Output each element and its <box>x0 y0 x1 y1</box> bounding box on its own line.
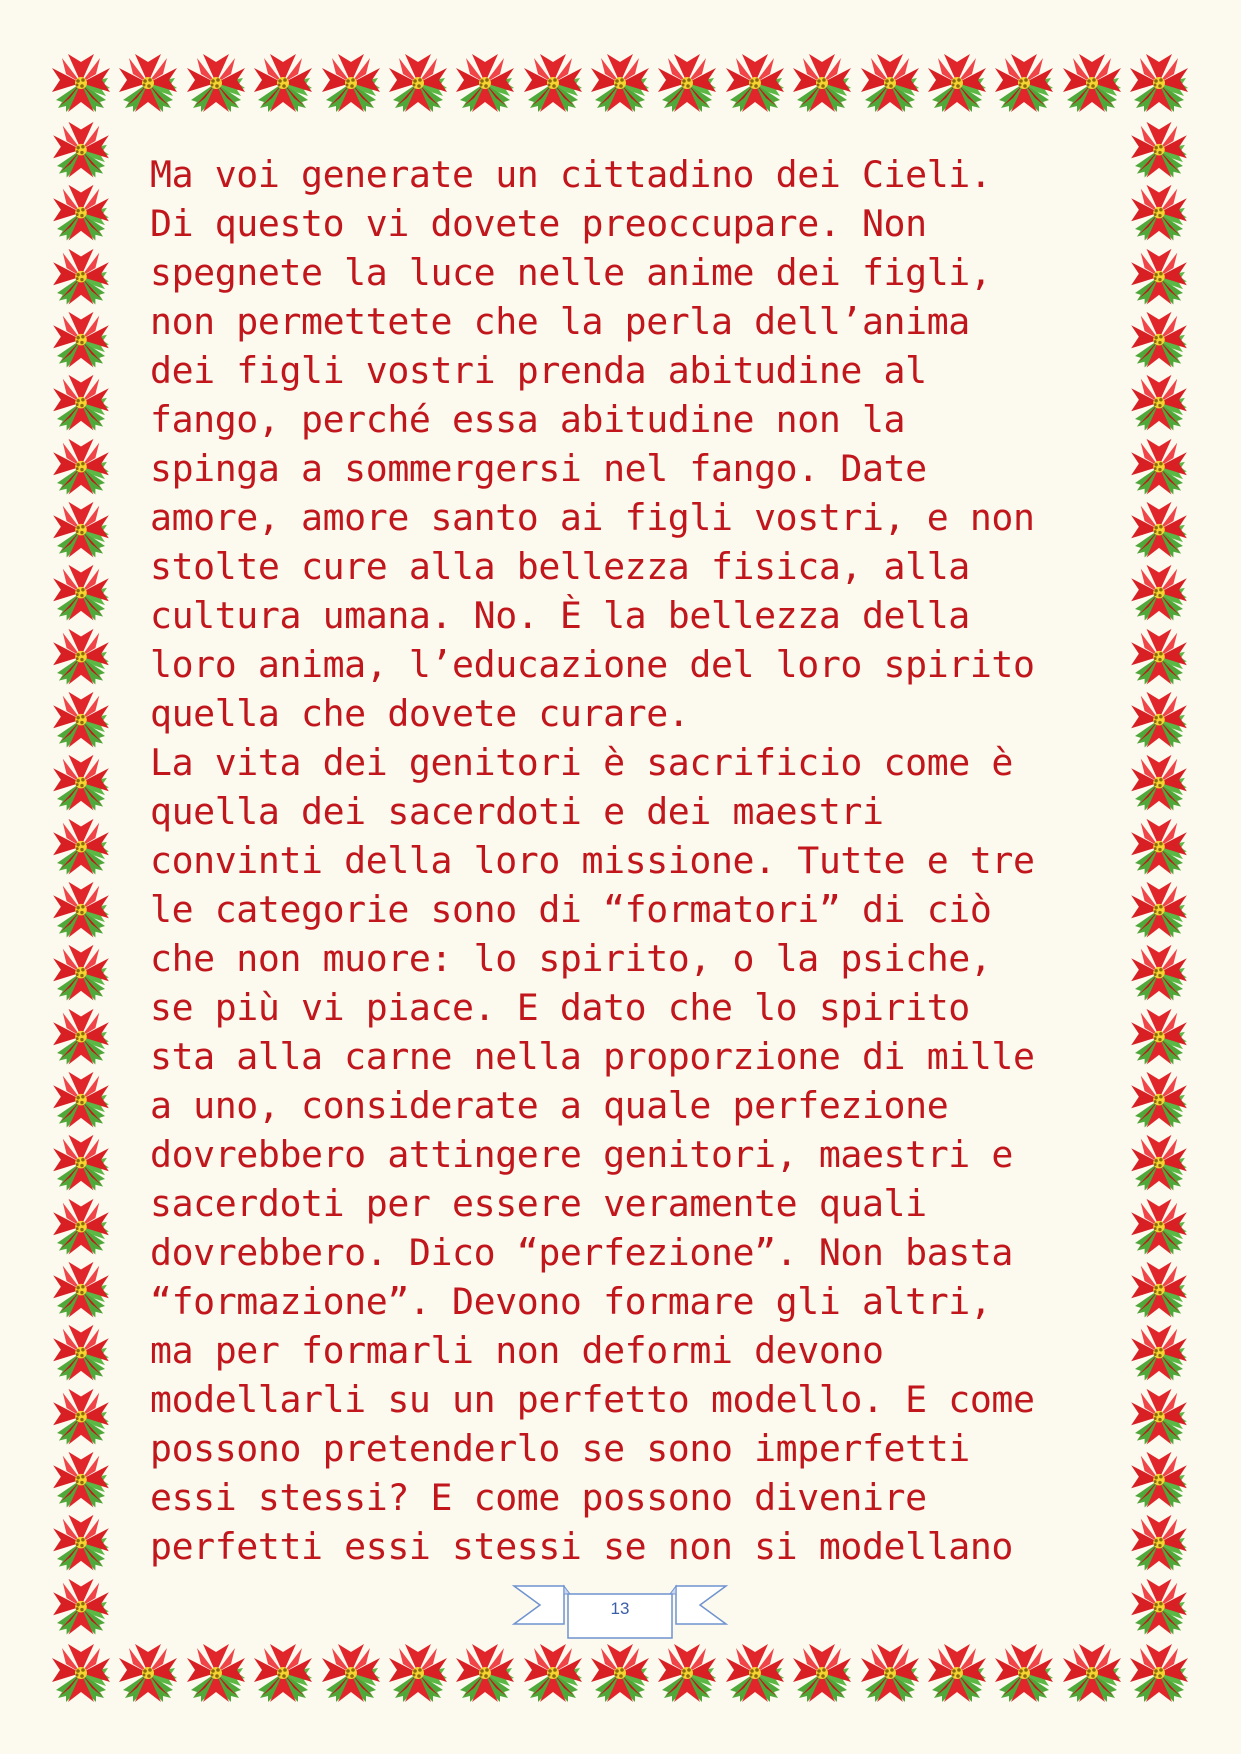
poinsettia-icon <box>1126 498 1192 561</box>
poinsettia-icon <box>1126 371 1192 434</box>
poinsettia-icon <box>48 1068 114 1131</box>
text-line: Di questo vi dovete preoccupare. Non <box>150 202 927 245</box>
poinsettia-icon <box>1126 308 1192 371</box>
poinsettia-icon <box>48 625 114 688</box>
poinsettia-icon <box>48 1448 114 1511</box>
border-left <box>46 118 116 1638</box>
poinsettia-icon <box>48 1511 114 1574</box>
poinsettia-icon <box>318 50 384 116</box>
text-line: possono pretenderlo se sono imperfetti <box>150 1427 970 1470</box>
poinsettia-icon <box>789 50 855 116</box>
poinsettia-icon <box>1126 1575 1192 1638</box>
poinsettia-icon <box>1126 561 1192 624</box>
poinsettia-icon <box>48 1195 114 1258</box>
poinsettia-icon <box>1126 688 1192 751</box>
poinsettia-icon <box>48 498 114 561</box>
poinsettia-icon <box>48 308 114 371</box>
poinsettia-icon <box>1126 751 1192 814</box>
text-line: ma per formarli non deformi devono <box>150 1329 884 1372</box>
poinsettia-icon <box>654 50 720 116</box>
poinsettia-icon <box>1126 625 1192 688</box>
poinsettia-icon <box>48 181 114 244</box>
page-number: 13 <box>610 1599 630 1618</box>
poinsettia-icon <box>115 50 181 116</box>
poinsettia-icon <box>991 1640 1057 1706</box>
text-line: “formazione”. Devono formare gli altri, <box>150 1280 992 1323</box>
poinsettia-icon <box>1126 1131 1192 1194</box>
poinsettia-icon <box>250 50 316 116</box>
poinsettia-icon <box>991 50 1057 116</box>
text-line: se più vi piace. E dato che lo spirito <box>150 986 970 1029</box>
poinsettia-icon <box>1126 118 1192 181</box>
text-line: Ma voi generate un cittadino dei Cieli. <box>150 153 992 196</box>
border-bottom <box>48 1638 1192 1708</box>
poinsettia-icon <box>1126 245 1192 308</box>
text-line: sta alla carne nella proporzione di mille <box>150 1035 1035 1078</box>
text-line: sacerdoti per essere veramente quali <box>150 1182 927 1225</box>
poinsettia-icon <box>48 561 114 624</box>
text-line: loro anima, l’educazione del loro spirito <box>150 643 1035 686</box>
poinsettia-icon <box>48 878 114 941</box>
text-line: quella dei sacerdoti e dei maestri <box>150 790 884 833</box>
text-line: amore, amore santo ai figli vostri, e non <box>150 496 1035 539</box>
poinsettia-icon <box>183 50 249 116</box>
poinsettia-icon <box>520 50 586 116</box>
text-line: essi stessi? E come possono divenire <box>150 1476 927 1519</box>
text-line: perfetti essi stessi se non si modellano <box>150 1525 1013 1568</box>
text-line: convinti della loro missione. Tutte e tre <box>150 839 1035 882</box>
poinsettia-icon <box>1059 50 1125 116</box>
poinsettia-icon <box>520 1640 586 1706</box>
text-line: La vita dei genitori è sacrificio come è <box>150 741 1013 784</box>
text-line: stolte cure alla bellezza fisica, alla <box>150 545 970 588</box>
poinsettia-icon <box>48 688 114 751</box>
poinsettia-icon <box>452 50 518 116</box>
text-line: cultura umana. No. È la bellezza della <box>150 594 970 637</box>
poinsettia-icon <box>48 1385 114 1448</box>
poinsettia-icon <box>48 1640 114 1706</box>
poinsettia-icon <box>789 1640 855 1706</box>
poinsettia-icon <box>1126 815 1192 878</box>
poinsettia-icon <box>1126 1005 1192 1068</box>
poinsettia-icon <box>385 50 451 116</box>
poinsettia-icon <box>1126 1068 1192 1131</box>
poinsettia-icon <box>318 1640 384 1706</box>
poinsettia-icon <box>1126 181 1192 244</box>
text-line: spinga a sommergersi nel fango. Date <box>150 447 927 490</box>
poinsettia-icon <box>1126 1640 1192 1706</box>
poinsettia-icon <box>924 1640 990 1706</box>
poinsettia-icon <box>857 50 923 116</box>
poinsettia-icon <box>48 371 114 434</box>
border-top <box>48 48 1192 118</box>
poinsettia-icon <box>1126 878 1192 941</box>
text-line: dei figli vostri prenda abitudine al <box>150 349 927 392</box>
text-line: dovrebbero. Dico “perfezione”. Non basta <box>150 1231 1013 1274</box>
text-line: le categorie sono di “formatori” di ciò <box>150 888 992 931</box>
poinsettia-icon <box>924 50 990 116</box>
text-line: fango, perché essa abitudine non la <box>150 398 906 441</box>
poinsettia-icon <box>1126 1321 1192 1384</box>
poinsettia-icon <box>654 1640 720 1706</box>
poinsettia-icon <box>48 1258 114 1321</box>
poinsettia-icon <box>857 1640 923 1706</box>
body-text <box>150 150 1100 1571</box>
poinsettia-icon <box>1059 1640 1125 1706</box>
poinsettia-icon <box>183 1640 249 1706</box>
poinsettia-icon <box>385 1640 451 1706</box>
poinsettia-icon <box>722 1640 788 1706</box>
text-line: dovrebbero attingere genitori, maestri e <box>150 1133 1013 1176</box>
poinsettia-icon <box>48 118 114 181</box>
poinsettia-icon <box>250 1640 316 1706</box>
text-line: a uno, considerate a quale perfezione <box>150 1084 949 1127</box>
poinsettia-icon <box>48 245 114 308</box>
poinsettia-icon <box>1126 1385 1192 1448</box>
poinsettia-icon <box>48 815 114 878</box>
poinsettia-icon <box>1126 941 1192 1004</box>
poinsettia-icon <box>48 1575 114 1638</box>
page-number-banner <box>510 1582 730 1642</box>
poinsettia-icon <box>1126 1448 1192 1511</box>
text-line: quella che dovete curare. <box>150 692 690 735</box>
poinsettia-icon <box>587 50 653 116</box>
poinsettia-icon <box>48 435 114 498</box>
poinsettia-icon <box>1126 435 1192 498</box>
text-line: modellarli su un perfetto modello. E come <box>150 1378 1035 1421</box>
poinsettia-icon <box>48 1005 114 1068</box>
poinsettia-icon <box>1126 1511 1192 1574</box>
text-line: non permettete che la perla dell’anima <box>150 300 970 343</box>
poinsettia-icon <box>48 50 114 116</box>
poinsettia-icon <box>452 1640 518 1706</box>
poinsettia-icon <box>48 941 114 1004</box>
poinsettia-icon <box>1126 1195 1192 1258</box>
border-right <box>1124 118 1194 1638</box>
text-line: che non muore: lo spirito, o la psiche, <box>150 937 992 980</box>
poinsettia-icon <box>48 1131 114 1194</box>
poinsettia-icon <box>1126 50 1192 116</box>
poinsettia-icon <box>48 1321 114 1384</box>
poinsettia-icon <box>115 1640 181 1706</box>
poinsettia-icon <box>1126 1258 1192 1321</box>
poinsettia-icon <box>587 1640 653 1706</box>
text-line: spegnete la luce nelle anime dei figli, <box>150 251 992 294</box>
poinsettia-icon <box>722 50 788 116</box>
poinsettia-icon <box>48 751 114 814</box>
